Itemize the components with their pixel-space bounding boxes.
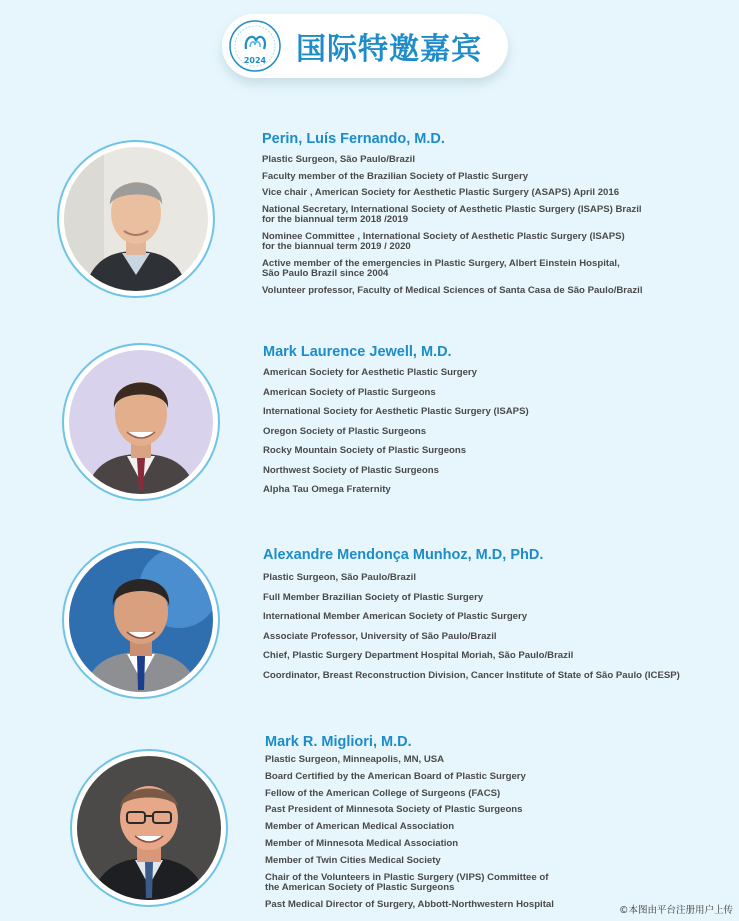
- bio-item: Coordinator, Breast Reconstruction Division, Cancer Institute of State of São Paulo (ICESP): [263, 669, 680, 681]
- speaker-name: Perin, Luís Fernando, M.D.: [262, 131, 445, 147]
- speaker-photo: [77, 756, 221, 900]
- bio-item: Board Certified by the American Board of Plastic Surgery: [265, 770, 526, 782]
- bio-item: Full Member Brazilian Society of Plastic Surgery: [263, 591, 484, 603]
- bio-item: Member of Twin Cities Medical Society: [265, 854, 441, 866]
- bio-item: Plastic Surgeon, Minneapolis, MN, USA: [265, 754, 445, 765]
- conference-logo-icon: [228, 19, 282, 73]
- logo-year: 2024: [243, 56, 267, 65]
- page-title: 国际特邀嘉宾: [296, 32, 482, 67]
- bio-item: Nominee Committee , International Society of Aesthetic Plastic Surgery (ISAPS) for the biannual term 2019 / 2020: [262, 230, 625, 252]
- speaker-photo-frame: [62, 541, 220, 699]
- watermark-text: ©本图由平台注册用户上传: [618, 905, 733, 916]
- speaker-bio-list: [263, 368, 529, 496]
- bio-item: Vice chair , American Society for Aesthetic Plastic Surgery (ASAPS) April 2016: [262, 187, 620, 198]
- speaker-bio-list: [265, 755, 554, 910]
- bio-item: Alpha Tau Omega Fraternity: [263, 484, 391, 495]
- bio-item: Volunteer professor, Faculty of Medical Sciences of Santa Casa de São Paulo/Brazil: [262, 284, 643, 296]
- speaker-photo-frame: [57, 140, 215, 298]
- speaker-bio-list: [262, 155, 643, 296]
- bio-item: Chair of the Volunteers in Plastic Surgery (VIPS) Committee of the American Society of Plastic Surgeons: [265, 871, 549, 894]
- speaker-photo-frame: [62, 343, 220, 501]
- bio-item: Plastic Surgeon, São Paulo/Brazil: [263, 572, 417, 583]
- speaker-photo-frame: [70, 749, 228, 907]
- bio-item: Faculty member of the Brazilian Society of Plastic Surgery: [262, 170, 529, 182]
- speaker-photo: [64, 147, 208, 291]
- speaker-bio-list: [263, 573, 680, 681]
- bio-item: Chief, Plastic Surgery Department Hospital Moriah, São Paulo/Brazil: [263, 650, 574, 661]
- bio-item: Past President of Minnesota Society of Plastic Surgeons: [265, 804, 523, 816]
- bio-item: International Member American Society of Plastic Surgery: [263, 611, 528, 622]
- bio-item: International Society for Aesthetic Plastic Surgery (ISAPS): [263, 406, 529, 417]
- bio-item: Plastic Surgeon, São Paulo/Brazil: [262, 154, 416, 165]
- bio-item: Northwest Society of Plastic Surgeons: [263, 464, 439, 476]
- speaker-photo: [69, 548, 213, 692]
- bio-item: Active member of the emergencies in Plastic Surgery, Albert Einstein Hospital, São Paulo Brazil since 2004: [262, 257, 620, 279]
- bio-item: American Society of Plastic Surgeons: [263, 386, 436, 398]
- bio-item: Associate Professor, University of São Paulo/Brazil: [263, 630, 497, 642]
- speaker-photo: [69, 350, 213, 494]
- bio-item: Member of American Medical Association: [265, 821, 455, 833]
- speaker-name: Alexandre Mendonça Munhoz, M.D, PhD.: [263, 547, 544, 563]
- bio-item: Past Medical Director of Surgery, Abbott-Northwestern Hospital: [265, 898, 554, 910]
- bio-item: Rocky Mountain Society of Plastic Surgeons: [263, 445, 467, 456]
- bio-item: Member of Minnesota Medical Association: [265, 837, 459, 849]
- bio-item: American Society for Aesthetic Plastic Surgery: [263, 367, 477, 378]
- bio-item: Fellow of the American College of Surgeons (FACS): [265, 787, 501, 799]
- speaker-name: Mark R. Migliori, M.D.: [265, 734, 412, 750]
- speaker-name: Mark Laurence Jewell, M.D.: [263, 344, 452, 360]
- bio-item: National Secretary, International Society of Aesthetic Plastic Surgery (ISAPS) Brazil for the biannual term 2018 /2019: [262, 203, 642, 225]
- bio-item: Oregon Society of Plastic Surgeons: [263, 425, 427, 437]
